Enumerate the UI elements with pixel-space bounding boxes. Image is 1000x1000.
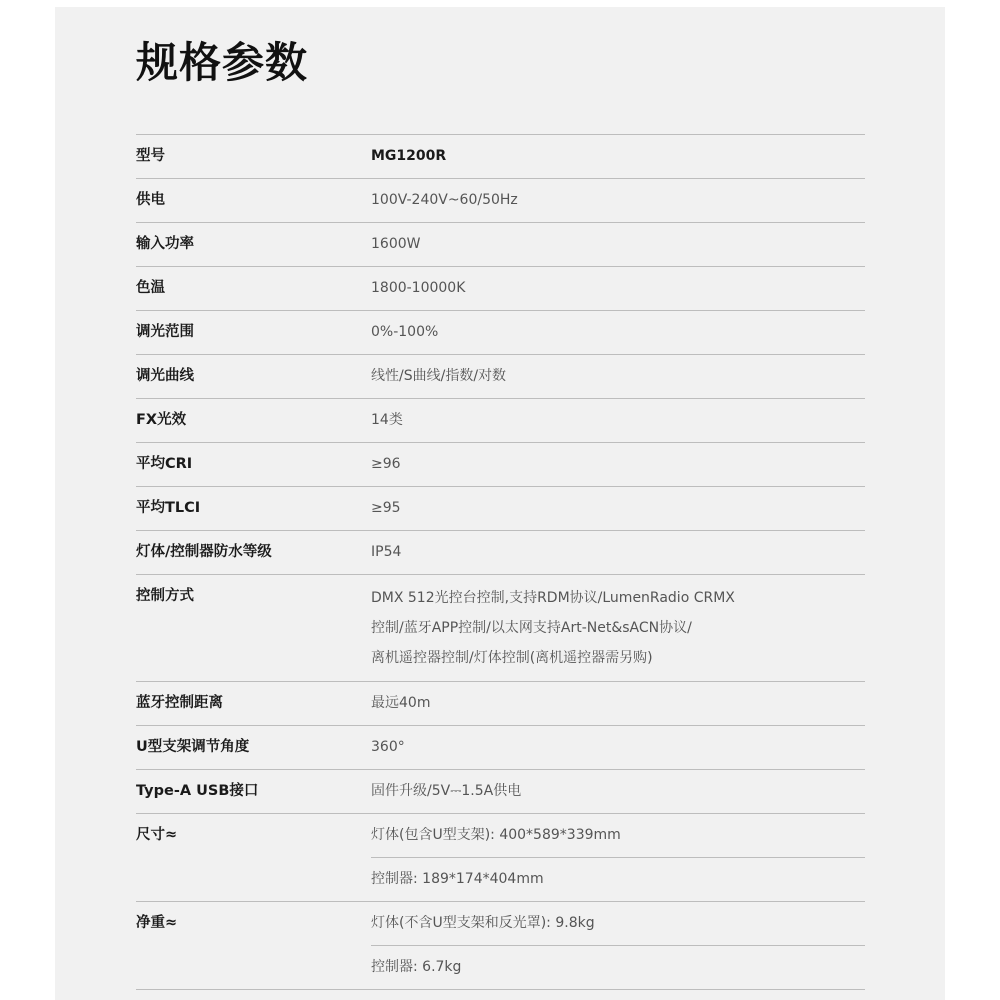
spec-value-line: 控制/蓝牙APP控制/以太网支持Art-Net&sACN协议/ [371, 620, 692, 636]
spec-row-color-temperature [136, 267, 865, 311]
spec-value: 0%-100% [371, 324, 439, 340]
spec-label: 尺寸≈ [136, 827, 178, 843]
spec-row-bracket-angle [136, 726, 865, 770]
spec-value-line: 离机遥控器控制/灯体控制(离机遥控器需另购) [371, 650, 653, 666]
spec-label: 净重≈ [136, 915, 178, 931]
spec-value: 14类 [371, 412, 403, 428]
spec-row-fx-effects [136, 399, 865, 443]
spec-row-dimensions [136, 814, 865, 902]
spec-row-net-weight [136, 902, 865, 990]
spec-label: 色温 [136, 280, 165, 296]
spec-value-line: DMX 512光控台控制,支持RDM协议/LumenRadio CRMX [371, 590, 735, 606]
spec-row-power-supply [136, 179, 865, 223]
spec-value: 1600W [371, 236, 421, 252]
spec-label: 平均CRI [136, 456, 193, 472]
spec-value: 固件升级/5V⎓1.5A供电 [371, 783, 522, 799]
spec-row-average-tlci [136, 487, 865, 531]
spec-row-control-method [136, 575, 865, 682]
spec-row-input-power [136, 223, 865, 267]
spec-label: 平均TLCI [136, 500, 201, 516]
spec-value: 1800-10000K [371, 280, 466, 296]
spec-label: U型支架调节角度 [136, 739, 250, 755]
spec-value: IP54 [371, 544, 402, 560]
spec-label: 蓝牙控制距离 [136, 695, 223, 711]
spec-value: ≥95 [371, 500, 401, 516]
spec-value: 最远40m [371, 695, 431, 711]
spec-value: 控制器: 6.7kg [371, 945, 865, 989]
spec-row-dimming-curve [136, 355, 865, 399]
spec-label: 供电 [136, 192, 165, 208]
spec-value [371, 575, 865, 681]
spec-label: 灯体/控制器防水等级 [136, 544, 272, 560]
spec-label: 控制方式 [136, 588, 194, 604]
spec-value: 灯体(不含U型支架和反光罩): 9.8kg [371, 915, 595, 931]
spec-label: 调光范围 [136, 324, 194, 340]
spec-row-dimming-range [136, 311, 865, 355]
spec-value: 灯体(包含U型支架): 400*589*339mm [371, 827, 621, 843]
spec-value: 360° [371, 739, 405, 755]
spec-label: FX光效 [136, 412, 187, 428]
spec-label: Type-A USB接口 [136, 783, 259, 799]
spec-value: 100V-240V~60/50Hz [371, 192, 518, 208]
spec-row-average-cri [136, 443, 865, 487]
spec-row-waterproof-rating [136, 531, 865, 575]
spec-label: 输入功率 [136, 236, 194, 252]
page-title: 规格参数 [136, 38, 309, 87]
spec-row-model [136, 135, 865, 179]
spec-page [55, 7, 945, 1000]
spec-row-usb-port [136, 770, 865, 814]
spec-label: 调光曲线 [136, 368, 194, 384]
spec-row-bluetooth-range [136, 682, 865, 726]
spec-value: MG1200R [371, 148, 447, 164]
spec-value: 控制器: 189*174*404mm [371, 857, 865, 901]
spec-value: ≥96 [371, 456, 401, 472]
spec-value: 线性/S曲线/指数/对数 [371, 368, 507, 384]
spec-label: 型号 [136, 148, 165, 164]
spec-table [136, 134, 865, 990]
